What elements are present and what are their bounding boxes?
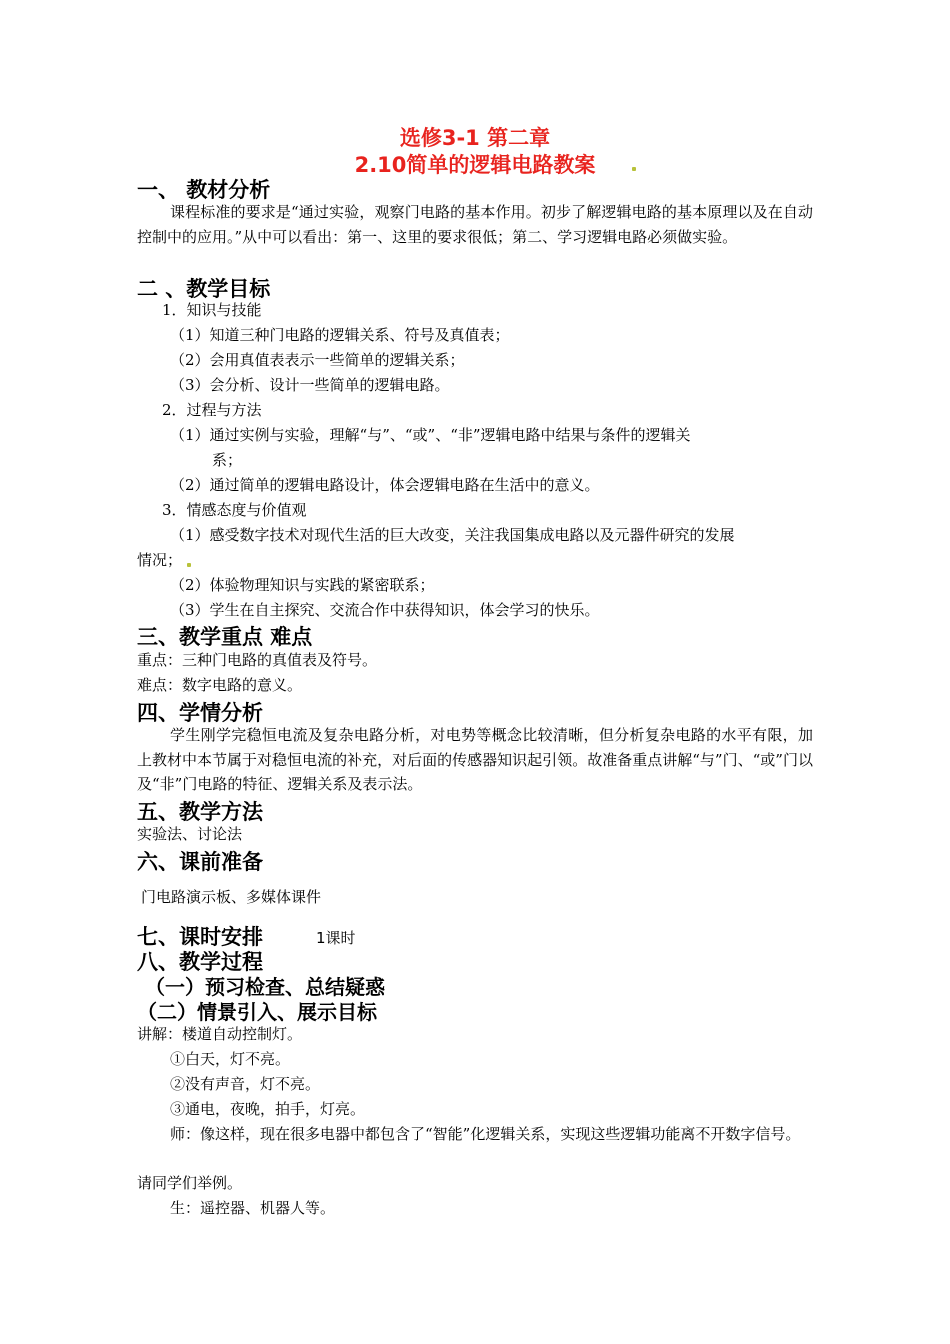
list-item: （3）学生在自主探究、交流合作中获得知识，体会学习的快乐。 xyxy=(170,601,600,619)
section-heading-3: 三、教学重点 难点 xyxy=(137,625,313,649)
list-item: （2）会用真值表表示一些简单的逻辑关系； xyxy=(170,351,465,369)
section-heading-8: 八、教学过程 xyxy=(137,950,263,974)
doc-title-line2: 2.10简单的逻辑电路教案 xyxy=(354,153,596,177)
list-item: （1）通过实例与实验，理解“与”、“或”、“非”逻辑电路中结果与条件的逻辑关 xyxy=(170,426,691,444)
list-item: （1）知道三种门电路的逻辑关系、符号及真值表； xyxy=(170,326,510,344)
preparation-line: 门电路演示板、多媒体课件 xyxy=(141,888,322,906)
example-line: ②没有声音，灯不亮。 xyxy=(170,1075,321,1093)
prompt-line: 请同学们举例。 xyxy=(137,1174,243,1192)
subsection-heading-2: （二）情景引入、展示目标 xyxy=(137,1000,377,1024)
subsection-heading-1: （一）预习检查、总结疑惑 xyxy=(145,975,385,999)
section-heading-5: 五、教学方法 xyxy=(137,800,263,824)
example-line: ③通电，夜晚，拍手，灯亮。 xyxy=(170,1100,366,1118)
section-1-paragraph: 课程标准的要求是“通过实验，观察门电路的基本作用。初步了解逻辑电路的基本原理以及在自动控制中的应用。”从中可以看出：第一、这里的要求很低；第二、学习逻辑电路必须做实验。 xyxy=(137,203,813,246)
list-item: （2）体验物理知识与实践的紧密联系； xyxy=(170,576,435,594)
list-item-continuation: 情况； xyxy=(137,551,183,569)
list-item: （2）通过简单的逻辑电路设计，体会逻辑电路在生活中的意义。 xyxy=(170,476,600,494)
key-point-line: 重点：三种门电路的真值表及符号。 xyxy=(137,651,378,669)
list-item: （1）感受数字技术对现代生活的巨大改变，关注我国集成电路以及元器件研究的发展 xyxy=(170,526,735,544)
subheading-knowledge: 1．知识与技能 xyxy=(162,301,262,319)
section-heading-1: 一、 教材分析 xyxy=(137,178,271,202)
section-heading-6: 六、课前准备 xyxy=(137,850,263,874)
list-item: （3）会分析、设计一些简单的逻辑电路。 xyxy=(170,376,450,394)
doc-title-line1: 选修3-1 第二章 xyxy=(399,126,551,150)
difficulty-line: 难点：数字电路的意义。 xyxy=(137,676,303,694)
speck-mark xyxy=(187,563,191,567)
subheading-process: 2．过程与方法 xyxy=(162,401,262,419)
class-hours-note: 1课时 xyxy=(316,929,356,947)
section-heading-7: 七、课时安排 xyxy=(137,925,263,949)
section-4-paragraph: 学生刚学完稳恒电流及复杂电路分析，对电势等概念比较清晰，但分析复杂电路的水平有限，加上教材中本节属于对稳恒电流的补充，对后面的传感器知识起引领。故准备重点讲解“与”门、“或”门以及“非”门电路的特征、逻辑关系及表示法。 xyxy=(137,726,813,794)
subheading-attitude: 3．情感态度与价值观 xyxy=(162,501,307,519)
method-line: 实验法、讨论法 xyxy=(137,825,243,843)
student-line: 生：遥控器、机器人等。 xyxy=(170,1199,336,1217)
list-item-continuation: 系； xyxy=(212,451,243,469)
section-heading-4: 四、学情分析 xyxy=(137,701,263,725)
example-line: ①白天，灯不亮。 xyxy=(170,1050,291,1068)
section-heading-2: 二 、教学目标 xyxy=(137,277,271,301)
speck-mark xyxy=(632,167,636,171)
lecture-line: 讲解：楼道自动控制灯。 xyxy=(137,1025,303,1043)
teacher-paragraph: 师：像这样，现在很多电器中都包含了“智能”化逻辑关系，实现这些逻辑功能离不开数字信号。 xyxy=(170,1125,801,1143)
